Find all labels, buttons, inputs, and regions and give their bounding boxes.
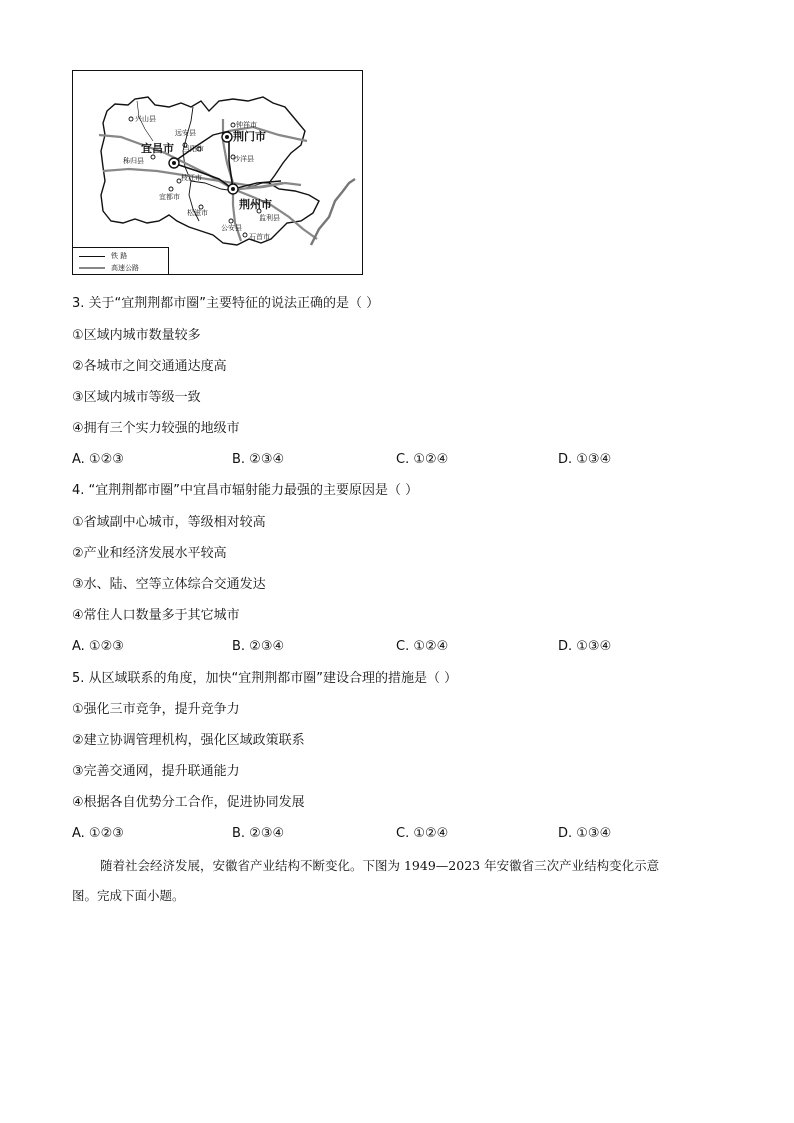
county-marker bbox=[169, 187, 173, 191]
map-label-dangyang: 当阳市 bbox=[183, 145, 204, 153]
map-label-xingshan: 兴山县 bbox=[135, 115, 156, 123]
question-5-statement-4: ④根据各自优势分工合作，促进协同发展 bbox=[72, 795, 305, 810]
highway-symbol bbox=[79, 267, 105, 269]
question-5-options bbox=[72, 826, 672, 842]
legend-railway bbox=[79, 251, 127, 261]
question-3-stem: 3. 关于“宜荆荆都市圈”主要特征的说法正确的是（ ） bbox=[72, 296, 380, 311]
city-marker bbox=[225, 135, 229, 139]
map-label-zhongxiang: 钟祥市 bbox=[236, 121, 257, 129]
county-marker bbox=[229, 219, 233, 223]
question-5-option-c[interactable]: C. ①②④ bbox=[396, 826, 449, 841]
legend-railway-label: 铁 路 bbox=[111, 252, 128, 260]
intro-paragraph-line-2: 图。完成下面小题。 bbox=[72, 888, 185, 903]
question-4-option-c[interactable]: C. ①②④ bbox=[396, 639, 449, 654]
map-label-jianli: 监利县 bbox=[259, 214, 280, 222]
question-3-option-c[interactable]: C. ①②④ bbox=[396, 452, 449, 467]
region-map bbox=[72, 70, 363, 275]
map-label-shayang: 沙洋县 bbox=[233, 155, 254, 163]
map-label-jingmen: 荆门市 bbox=[233, 130, 266, 143]
county-marker bbox=[231, 123, 235, 127]
map-label-zigui: 秭归县 bbox=[123, 157, 144, 165]
question-5-statement-3: ③完善交通网，提升联通能力 bbox=[72, 764, 240, 779]
map-label-gongan: 公安县 bbox=[221, 224, 242, 232]
railway-symbol bbox=[79, 256, 105, 257]
county-marker bbox=[151, 155, 155, 159]
map-label-songzi: 松滋市 bbox=[187, 209, 208, 217]
question-3-option-b[interactable]: B. ②③④ bbox=[232, 452, 285, 467]
question-5-option-b[interactable]: B. ②③④ bbox=[232, 826, 285, 841]
county-marker bbox=[243, 233, 247, 237]
question-3-options bbox=[72, 452, 672, 468]
question-3-statement-4: ④拥有三个实力较强的地级市 bbox=[72, 421, 240, 436]
map-label-jingzhou: 荆州市 bbox=[239, 198, 272, 211]
city-marker bbox=[231, 187, 235, 191]
question-5-statement-2: ②建立协调管理机构，强化区域政策联系 bbox=[72, 733, 305, 748]
question-5-statement-1: ①强化三市竞争，提升竞争力 bbox=[72, 702, 240, 717]
question-3-statement-3: ③区域内城市等级一致 bbox=[72, 390, 201, 405]
highway-line bbox=[99, 135, 317, 239]
map-label-yichang: 宜昌市 bbox=[141, 142, 174, 155]
question-4-option-d[interactable]: D. ①③④ bbox=[558, 639, 612, 654]
county-marker bbox=[129, 117, 133, 121]
question-4-options bbox=[72, 639, 672, 655]
region-boundary bbox=[101, 97, 319, 245]
question-4-statement-3: ③水、陆、空等立体综合交通发达 bbox=[72, 577, 266, 592]
question-3-option-d[interactable]: D. ①③④ bbox=[558, 452, 612, 467]
question-4-option-b[interactable]: B. ②③④ bbox=[232, 639, 285, 654]
map-label-shishou: 石首市 bbox=[249, 233, 270, 241]
question-4-statement-4: ④常住人口数量多于其它城市 bbox=[72, 608, 240, 623]
question-5-stem: 5. 从区域联系的角度，加快“宜荆荆都市圈”建设合理的措施是（ ） bbox=[72, 671, 458, 686]
question-5-option-a[interactable]: A. ①②③ bbox=[72, 826, 124, 841]
city-marker bbox=[172, 161, 176, 165]
question-5-option-d[interactable]: D. ①③④ bbox=[558, 826, 612, 841]
legend-highway-label: 高速公路 bbox=[111, 264, 139, 272]
question-4-option-a[interactable]: A. ①②③ bbox=[72, 639, 124, 654]
legend-highway bbox=[79, 263, 139, 273]
question-3-option-a[interactable]: A. ①②③ bbox=[72, 452, 124, 467]
question-4-stem: 4. “宜荆荆都市圈”中宜昌市辐射能力最强的主要原因是（ ） bbox=[72, 483, 419, 498]
question-3-statement-1: ①区域内城市数量较多 bbox=[72, 328, 201, 343]
map-label-zhijiang: 枝江市 bbox=[181, 174, 202, 182]
intro-paragraph-line-1: 随着社会经济发展，安徽省产业结构不断变化。下图为 1949—2023 年安徽省三次产业结构变化示意 bbox=[100, 858, 660, 873]
question-3-statement-2: ②各城市之间交通通达度高 bbox=[72, 359, 227, 374]
map-drawing bbox=[73, 71, 363, 275]
question-4-statement-2: ②产业和经济发展水平较高 bbox=[72, 546, 227, 561]
river bbox=[311, 179, 355, 245]
map-label-yuanan: 远安县 bbox=[175, 129, 196, 137]
map-label-yidu: 宜都市 bbox=[159, 193, 180, 201]
question-4-statement-1: ①省域副中心城市，等级相对较高 bbox=[72, 515, 266, 530]
map-legend bbox=[73, 247, 169, 275]
